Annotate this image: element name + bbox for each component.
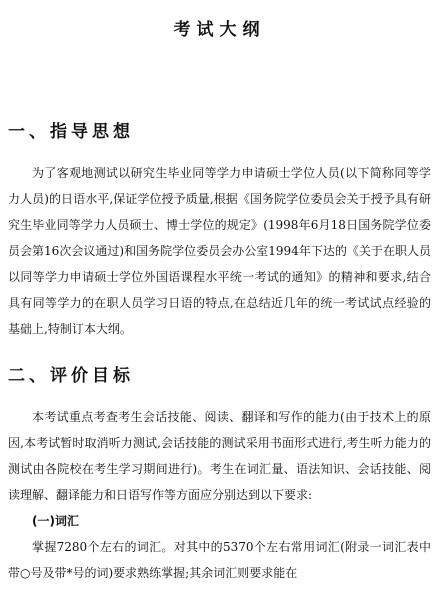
evaluation-goals-paragraph: 本考试重点考查考生会话技能、阅读、翻译和写作的能力(由于技术上的原因,本考试暂时取消听力测试,会话技能的测试采用书面形式进行,考生听力能力的测试由各院校在考生学习期间进行)。考生在词汇量、语法知识、会话技能、阅读理解、翻译能力和日语写作等方面应分别达到以下要求: <box>8 410 431 502</box>
section-heading-evaluation-goals: 二、评价目标 <box>8 366 134 386</box>
guiding-ideology-paragraph: 为了客观地测试以研究生毕业同等学力申请硕士学位人员(以下简称同等学力人员)的日语水平,保证学位授予质量,根据《国务院学位委员会关于授予具有研究生毕业同等学力人员硕士、博士学位的规定》(1998年6月18日国务院学位委员会第16次会议通过)和国务院学位委员会办公室1994年下达的《关于在职人员以同等学力申请硕士学位外国语课程水平统一考试的通知》的精神和要求,结合具有同等学力的在职人员学习日语的特点,在总结近几年的统一考试试点经验的基础上,特制订本大纲。 <box>8 166 431 336</box>
section-heading-guiding-ideology: 一、指导思想 <box>8 122 134 142</box>
vocabulary-paragraph: 掌握7280个左右的词汇。对其中的5370个左右常用词汇(附录一词汇表中带○号及带*号的词)要求熟练掌握;其余词汇则要求能在 <box>8 540 431 580</box>
subsection-heading-vocabulary: (一)词汇 <box>32 514 79 528</box>
document-title: 考试大纲 <box>173 20 266 40</box>
